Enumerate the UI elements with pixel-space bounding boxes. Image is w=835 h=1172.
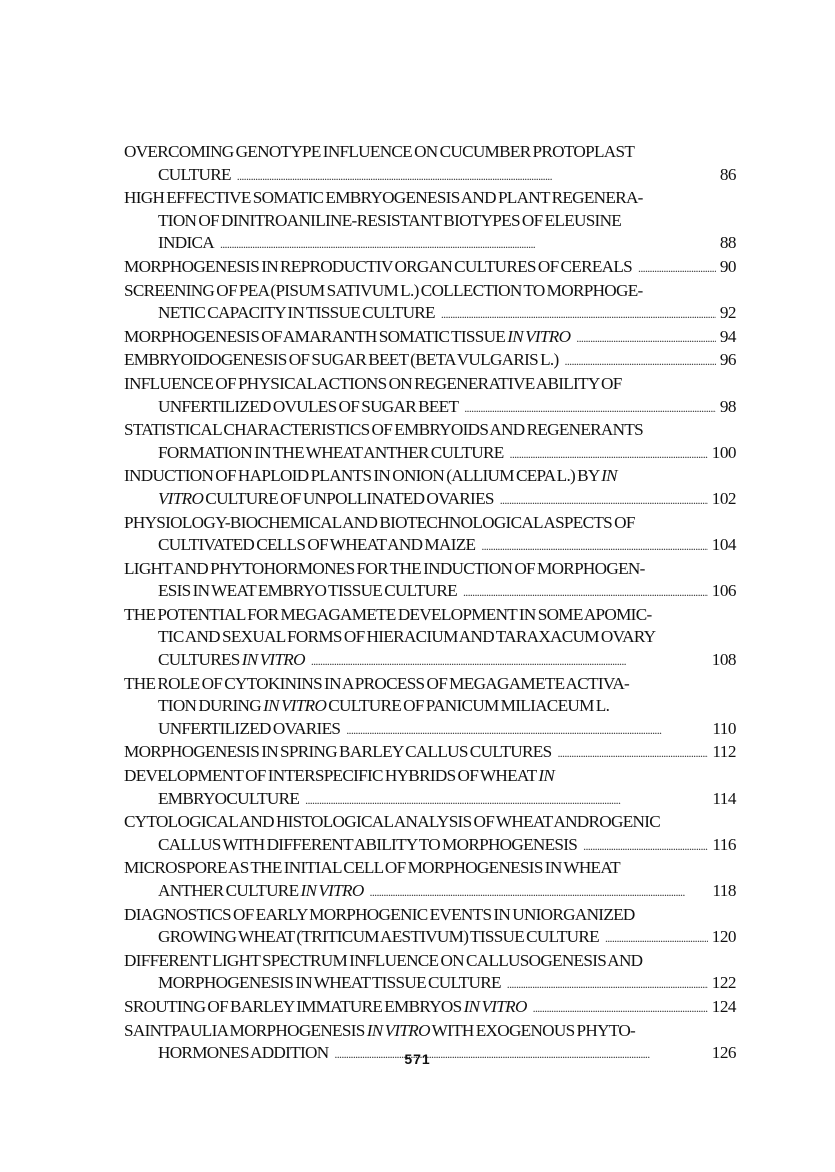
toc-entry-title-continuation bbox=[124, 834, 736, 858]
toc-entry-title bbox=[124, 741, 736, 765]
toc-entry bbox=[124, 558, 736, 604]
toc-entry-title-continuation bbox=[124, 232, 736, 256]
toc-entry-text: INDICA bbox=[158, 233, 214, 253]
toc-entry-text: UNFERTILIZED OVULES OF SUGAR BEET bbox=[158, 396, 459, 416]
toc-entry-text: SROUTING OF BARLEY IMMATURE EMBRYOS IN VITRO bbox=[124, 996, 527, 1016]
dot-leader bbox=[507, 973, 708, 996]
toc-entry bbox=[124, 604, 736, 673]
toc-entry-title: SAINTPAULIA MORPHOGENESIS IN VITRO WITH EXOGENOUS PHYTO- bbox=[124, 1020, 636, 1040]
dot-leader bbox=[576, 327, 716, 350]
toc-entry-title: DEVELOPMENT OF INTERSPECIFIC HYBRIDS OF WHEAT IN bbox=[124, 766, 555, 786]
toc-entry-text: ESIS IN WEAT EMBRYO TISSUE CULTURE bbox=[158, 581, 457, 601]
toc-entry-page: 118 bbox=[712, 881, 736, 900]
dot-leader bbox=[305, 789, 708, 812]
toc-entry-title: PHYSIOLOGY-BIOCHEMICAL AND BIOTECHNOLOGICAL ASPECTS OF bbox=[124, 512, 635, 532]
dot-leader bbox=[638, 257, 716, 280]
toc-entry bbox=[124, 187, 736, 256]
toc-entry-title-continuation bbox=[124, 718, 736, 742]
toc-entry-page: 90 bbox=[719, 256, 736, 276]
toc-entry-title: INFLUENCE OF PHYSICAL ACTIONS ON REGENERATIVE ABILITY OF bbox=[124, 373, 622, 393]
toc-entry-title: CYTOLOGICAL AND HISTOLOGICAL ANALYSIS OF WHEAT ANDROGENIC bbox=[124, 812, 660, 832]
toc-entry-title bbox=[124, 349, 736, 373]
dot-leader bbox=[583, 835, 708, 858]
toc-entry-title-continuation bbox=[124, 649, 736, 673]
toc-entry-text: UNFERTILIZED OVARIES bbox=[158, 718, 341, 738]
toc-entry bbox=[124, 512, 736, 558]
toc-entry-page: 122 bbox=[711, 973, 736, 993]
toc-entry-text: CALLUS WITH DIFFERENT ABILITY TO MORPHOGENESIS bbox=[158, 834, 578, 854]
toc-entry-text: MORPHOGENESIS IN REPRODUCTIV ORGAN CULTURES OF CEREALS bbox=[124, 256, 633, 276]
toc-entry-text: CULTURE bbox=[158, 164, 231, 184]
toc-entry bbox=[124, 765, 736, 811]
toc-entry-title-continuation bbox=[124, 972, 736, 996]
toc-entry-title-continuation bbox=[124, 926, 736, 950]
toc-entry-title-continuation bbox=[124, 302, 736, 326]
toc-entry-page: 92 bbox=[719, 303, 736, 323]
toc-entry bbox=[124, 741, 736, 765]
toc-entry-page: 110 bbox=[712, 718, 736, 738]
dot-leader bbox=[481, 535, 707, 558]
toc-entry bbox=[124, 419, 736, 465]
toc-entry bbox=[124, 373, 736, 419]
toc-entry-page: 98 bbox=[719, 396, 736, 416]
toc-entry-title-continuation bbox=[124, 880, 736, 904]
toc-entry-text: GROWING WHEAT (TRITICUM AESTIVUM) TISSUE CULTURE bbox=[158, 927, 599, 947]
toc-entry-title: SCREENING OF PEA (PISUM SATIVUM L.) COLLECTION TO MORPHOGE- bbox=[124, 280, 643, 300]
toc-entry-page: 102 bbox=[711, 488, 736, 508]
toc-entry bbox=[124, 996, 736, 1020]
dot-leader bbox=[346, 719, 708, 742]
toc-entry-text: ANTHER CULTURE IN VITRO bbox=[158, 881, 364, 900]
dot-leader bbox=[237, 165, 716, 188]
toc-entry-title-continuation: TION OF DINITROANILINE-RESISTANT BIOTYPES OF ELEUSINE bbox=[158, 210, 622, 230]
toc-entry-title bbox=[124, 326, 736, 350]
dot-leader bbox=[605, 927, 708, 950]
dot-leader bbox=[565, 350, 716, 373]
toc-entry-text: EMBRYOIDOGENESIS OF SUGAR BEET (BETA VULGARIS L.) bbox=[124, 350, 559, 370]
toc-entry-title-continuation: TION DURING IN VITRO CULTURE OF PANICUM MILIACEUM L. bbox=[158, 696, 610, 716]
toc-entry-page: 104 bbox=[711, 535, 736, 555]
toc-entry-title: DIAGNOSTICS OF EARLY MORPHOGENIC EVENTS IN UNIORGANIZED bbox=[124, 904, 635, 924]
toc-entry-page: 108 bbox=[711, 650, 736, 670]
dot-leader bbox=[220, 233, 716, 256]
toc-entry-page: 120 bbox=[711, 927, 736, 947]
page-number: 571 bbox=[404, 1051, 431, 1067]
toc-entry-title-continuation bbox=[124, 442, 736, 466]
toc-entry-text: CULTIVATED CELLS OF WHEAT AND MAIZE bbox=[158, 535, 476, 555]
toc-entry bbox=[124, 950, 736, 996]
toc-entry-page: 124 bbox=[711, 996, 736, 1016]
toc-entry-title: STATISTICAL CHARACTERISTICS OF EMBRYOIDS AND REGENERANTS bbox=[124, 420, 643, 440]
toc-entry-text: MORPHOGENESIS OF AMARANTH SOMATIC TISSUE IN VITRO bbox=[124, 326, 571, 346]
toc-entry bbox=[124, 673, 736, 742]
toc-entry-title: THE ROLE OF CYTOKININS IN A PROCESS OF MEGAGAMETE ACTIVA- bbox=[124, 673, 630, 693]
toc-entry-page: 86 bbox=[719, 164, 736, 184]
toc-entry-title-continuation bbox=[124, 488, 736, 512]
toc-entry-title-continuation: TIC AND SEXUAL FORMS OF HIERACIUM AND TARAXACUM OVARY bbox=[158, 627, 656, 647]
toc-entry-text: FORMATION IN THE WHEAT ANTHER CULTURE bbox=[158, 442, 504, 462]
toc-entry-page: 88 bbox=[719, 233, 736, 253]
toc-entry-title: HIGH EFFECTIVE SOMATIC EMBRYOGENESIS AND PLANT REGENERA- bbox=[124, 188, 643, 208]
toc-entry-text: EMBRYOCULTURE bbox=[158, 788, 300, 808]
toc-entry-title: THE POTENTIAL FOR MEGAGAMETE DEVELOPMENT IN SOME APOMIC- bbox=[124, 604, 652, 624]
toc-entry-text: MORPHOGENESIS IN WHEAT TISSUE CULTURE bbox=[158, 973, 501, 993]
toc-entry-title bbox=[124, 256, 736, 280]
toc-entry-page: 94 bbox=[719, 326, 736, 346]
toc-entry bbox=[124, 904, 736, 950]
dot-leader bbox=[441, 303, 716, 326]
toc-entry bbox=[124, 465, 736, 511]
toc-entry-title: DIFFERENT LIGHT SPECTRUM INFLUENCE ON CALLUSOGENESIS AND bbox=[124, 950, 643, 970]
toc-entry-title-continuation bbox=[124, 164, 736, 188]
toc-entry-title: INDUCTION OF HAPLOID PLANTS IN ONION (ALLIUM CEPA L.) BY IN bbox=[124, 466, 617, 486]
dot-leader bbox=[500, 489, 708, 512]
toc-entry-title-continuation bbox=[124, 580, 736, 604]
toc-entry-page: 106 bbox=[711, 581, 736, 601]
dot-leader bbox=[311, 650, 708, 673]
toc-entry-title: LIGHT AND PHYTOHORMONES FOR THE INDUCTION OF MORPHOGEN- bbox=[124, 558, 645, 578]
toc-entry-title-continuation bbox=[124, 396, 736, 420]
toc-entry-page: 114 bbox=[712, 788, 736, 808]
toc-entry-title-continuation bbox=[124, 788, 736, 812]
toc-entry bbox=[124, 349, 736, 373]
toc-entry-text: HORMONES ADDITION bbox=[158, 1043, 329, 1063]
toc-entry-page: 126 bbox=[711, 1043, 736, 1063]
dot-leader bbox=[557, 742, 708, 765]
toc-entry bbox=[124, 326, 736, 350]
toc-entry bbox=[124, 280, 736, 326]
toc-entry bbox=[124, 857, 736, 903]
toc-entry-page: 112 bbox=[712, 742, 736, 762]
table-of-contents bbox=[124, 141, 736, 1066]
toc-entry-text: CULTURES IN VITRO bbox=[158, 650, 305, 670]
dot-leader bbox=[463, 581, 708, 604]
toc-entry-title: MICROSPORE AS THE INITIAL CELL OF MORPHOGENESIS IN WHEAT bbox=[124, 858, 620, 878]
dot-leader bbox=[464, 397, 716, 420]
dot-leader bbox=[533, 997, 708, 1020]
toc-entry bbox=[124, 256, 736, 280]
toc-entry bbox=[124, 811, 736, 857]
toc-entry-title: OVERCOMING GENOTYPE INFLUENCE ON CUCUMBER PROTOPLAST bbox=[124, 142, 635, 161]
toc-entry-text: MORPHOGENESIS IN SPRING BARLEY CALLUS CULTURES bbox=[124, 742, 552, 762]
toc-entry-text: NETIC CAPACITY IN TISSUE CULTURE bbox=[158, 303, 435, 323]
toc-entry-page: 100 bbox=[711, 442, 736, 462]
toc-entry-page: 96 bbox=[719, 350, 736, 370]
toc-entry-title-continuation bbox=[124, 534, 736, 558]
toc-entry-page: 116 bbox=[712, 834, 736, 854]
toc-entry-title bbox=[124, 996, 736, 1020]
toc-entry bbox=[124, 141, 736, 187]
dot-leader bbox=[510, 443, 708, 466]
toc-entry-text: VITRO CULTURE OF UNPOLLINATED OVARIES bbox=[158, 488, 494, 508]
dot-leader bbox=[370, 881, 709, 904]
